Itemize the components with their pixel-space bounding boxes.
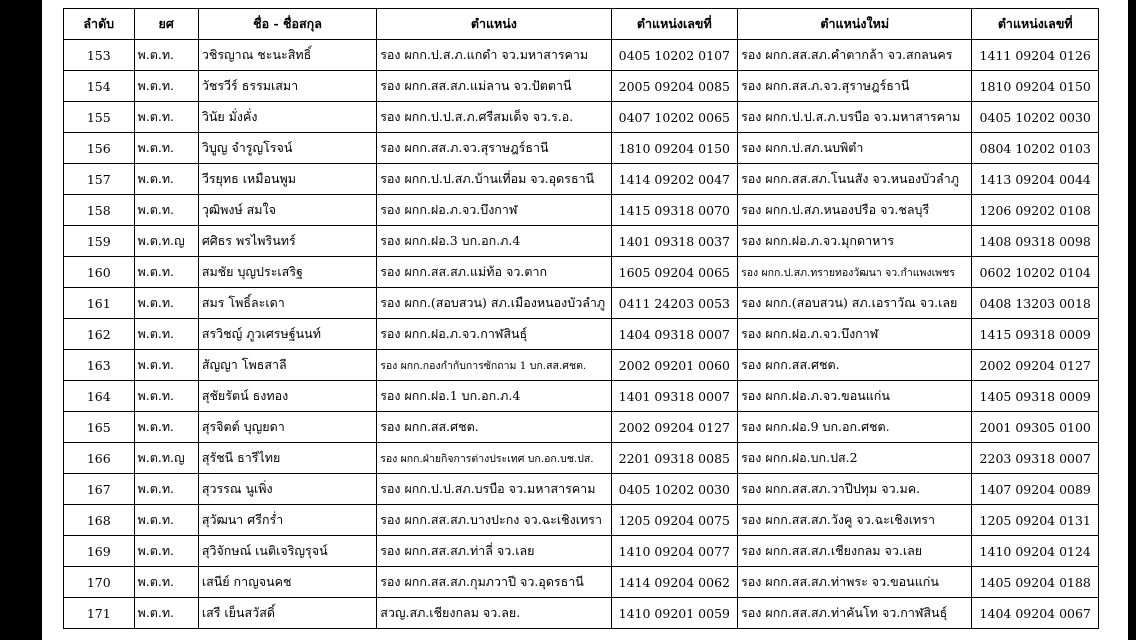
- name-cell: สมชัย บุญประเสริฐ: [198, 257, 376, 288]
- position-cell: รอง ผกก.สส.ศชต.: [377, 412, 611, 443]
- table-row: [64, 40, 1099, 71]
- name-cell: ศศิธร พรไพรินทร์: [198, 226, 376, 257]
- new-position-cell: รอง ผกก.สส.สภ.ท่าพระ จว.ขอนแก่น: [738, 567, 972, 598]
- name-cell: สุวิจักษณ์ เนติเจริญรุจน์: [198, 536, 376, 567]
- row-number: 167: [64, 474, 135, 505]
- row-number: 161: [64, 288, 135, 319]
- row-number: 157: [64, 164, 135, 195]
- row-number: 155: [64, 102, 135, 133]
- row-number: 153: [64, 40, 135, 71]
- position-cell: รอง ผกก.ฝ่ายกิจการต่างประเทศ บก.อก.บช.ปส.: [377, 443, 611, 474]
- row-number: 163: [64, 350, 135, 381]
- rank-cell: พ.ต.ท.ญ: [134, 443, 198, 474]
- name-cell: สุชัยรัตน์ ธงทอง: [198, 381, 376, 412]
- new-position-cell: รอง ผกก.ฝอ.ภ.จว.ขอนแก่น: [738, 381, 972, 412]
- table-row: [64, 288, 1099, 319]
- new-position-cell: รอง ผกก.ป.สภ.นบพิตำ: [738, 133, 972, 164]
- position-cell: รอง ผกก.ป.ส.ภ.แกดำ จว.มหาสารคาม: [377, 40, 611, 71]
- new-position-cell: รอง ผกก.สส.สภ.วังคู จว.ฉะเชิงเทรา: [738, 505, 972, 536]
- position-number-cell: 0407 10202 0065: [611, 102, 738, 133]
- position-cell: รอง ผกก.กองกำกับการซักถาม 1 บก.สส.ศชต.: [377, 350, 611, 381]
- new-position-cell: รอง ผกก.สส.สภ.ท่าคันโท จว.กาฬสินธุ์: [738, 598, 972, 629]
- table-row: [64, 474, 1099, 505]
- position-cell: รอง ผกก.สส.สภ.ท่าลี่ จว.เลย: [377, 536, 611, 567]
- position-cell: รอง ผกก.ฝอ.3 บก.อก.ภ.4: [377, 226, 611, 257]
- position-number-cell: 2005 09204 0085: [611, 71, 738, 102]
- rank-cell: พ.ต.ท.: [134, 598, 198, 629]
- name-cell: สมร โพธิ์ละเดา: [198, 288, 376, 319]
- row-number: 165: [64, 412, 135, 443]
- position-number-cell: 1205 09204 0075: [611, 505, 738, 536]
- new-position-cell: รอง ผกก.สส.สภ.คำตากล้า จว.สกลนคร: [738, 40, 972, 71]
- position-number-cell: 1415 09318 0070: [611, 195, 738, 226]
- new-position-number-cell: 2203 09318 0007: [972, 443, 1099, 474]
- row-number: 162: [64, 319, 135, 350]
- transfer-roster-table: [63, 8, 1099, 629]
- new-position-cell: รอง ผกก.ฝอ.9 บก.อก.ศชต.: [738, 412, 972, 443]
- rank-cell: พ.ต.ท.: [134, 536, 198, 567]
- new-position-number-cell: 1411 09204 0126: [972, 40, 1099, 71]
- row-number: 158: [64, 195, 135, 226]
- new-position-cell: รอง ผกก.ฝอ.ภ.จว.มุกดาหาร: [738, 226, 972, 257]
- position-number-cell: 1404 09318 0007: [611, 319, 738, 350]
- position-cell: รอง ผกก.ฝอ.1 บก.อก.ภ.4: [377, 381, 611, 412]
- position-number-cell: 1414 09202 0047: [611, 164, 738, 195]
- table-row: [64, 226, 1099, 257]
- rank-cell: พ.ต.ท.: [134, 350, 198, 381]
- name-cell: สรวิชญ์ ภูวเศรษฐ์นนท์: [198, 319, 376, 350]
- table-row: [64, 257, 1099, 288]
- name-cell: วินัย มั่งคั่ง: [198, 102, 376, 133]
- table-row: [64, 598, 1099, 629]
- new-position-number-cell: 1405 09318 0009: [972, 381, 1099, 412]
- rank-cell: พ.ต.ท.: [134, 133, 198, 164]
- row-number: 170: [64, 567, 135, 598]
- name-cell: เสรี เย็นสวัสดิ์: [198, 598, 376, 629]
- table-row: [64, 536, 1099, 567]
- row-number: 166: [64, 443, 135, 474]
- table-body: [64, 40, 1099, 629]
- new-position-cell: รอง ผกก.สส.สภ.วาปีปทุม จว.มค.: [738, 474, 972, 505]
- table-row: [64, 567, 1099, 598]
- name-cell: วชิรญาณ ชะนะสิทธิ์: [198, 40, 376, 71]
- position-number-cell: 2002 09204 0127: [611, 412, 738, 443]
- new-position-cell: รอง ผกก.สส.ศชต.: [738, 350, 972, 381]
- new-position-cell: รอง ผกก.ฝอ.บก.ปส.2: [738, 443, 972, 474]
- new-position-cell: รอง ผกก.ป.สภ.ทรายทองวัฒนา จว.กำแพงเพชร: [738, 257, 972, 288]
- new-position-cell: รอง ผกก.ป.สภ.หนองปรือ จว.ชลบุรี: [738, 195, 972, 226]
- rank-cell: พ.ต.ท.: [134, 567, 198, 598]
- rank-cell: พ.ต.ท.: [134, 195, 198, 226]
- table-row: [64, 412, 1099, 443]
- name-cell: สุวรรณ นูเพิ่ง: [198, 474, 376, 505]
- new-position-number-cell: 1404 09204 0067: [972, 598, 1099, 629]
- position-cell: รอง ผกก.สส.สภ.แม่ท้อ จว.ตาก: [377, 257, 611, 288]
- position-cell: รอง ผกก.สส.สภ.กุมภวาปี จว.อุดรธานี: [377, 567, 611, 598]
- position-number-cell: 2002 09201 0060: [611, 350, 738, 381]
- row-number: 169: [64, 536, 135, 567]
- rank-cell: พ.ต.ท.: [134, 319, 198, 350]
- position-cell: รอง ผกก.สส.สภ.บางปะกง จว.ฉะเชิงเทรา: [377, 505, 611, 536]
- position-number-cell: 1605 09204 0065: [611, 257, 738, 288]
- header-position: ตำแหน่ง: [377, 9, 611, 40]
- position-cell: รอง ผกก.ป.ป.สภ.บรบือ จว.มหาสารคาม: [377, 474, 611, 505]
- new-position-number-cell: 1413 09204 0044: [972, 164, 1099, 195]
- row-number: 168: [64, 505, 135, 536]
- table-row: [64, 319, 1099, 350]
- position-cell: รอง ผกก.ฝอ.ภ.จว.บึงกาฬ: [377, 195, 611, 226]
- new-position-cell: รอง ผกก.ป.ป.ส.ภ.บรบือ จว.มหาสารคาม: [738, 102, 972, 133]
- new-position-number-cell: 1810 09204 0150: [972, 71, 1099, 102]
- rank-cell: พ.ต.ท.: [134, 412, 198, 443]
- header-name: ชื่อ - ชื่อสกุล: [198, 9, 376, 40]
- new-position-cell: รอง ผกก.สส.ภ.จว.สุราษฎร์ธานี: [738, 71, 972, 102]
- position-cell: รอง ผกก.(สอบสวน) สภ.เมืองหนองบัวลำภู: [377, 288, 611, 319]
- rank-cell: พ.ต.ท.: [134, 71, 198, 102]
- position-number-cell: 1810 09204 0150: [611, 133, 738, 164]
- new-position-number-cell: 1410 09204 0124: [972, 536, 1099, 567]
- rank-cell: พ.ต.ท.: [134, 257, 198, 288]
- row-number: 156: [64, 133, 135, 164]
- table-row: [64, 133, 1099, 164]
- table-row: [64, 195, 1099, 226]
- new-position-number-cell: 0804 10202 0103: [972, 133, 1099, 164]
- position-number-cell: 1401 09318 0037: [611, 226, 738, 257]
- table-row: [64, 350, 1099, 381]
- name-cell: วีรยุทธ เหมือนพูม: [198, 164, 376, 195]
- document-page: [42, 0, 1128, 640]
- row-number: 159: [64, 226, 135, 257]
- position-number-cell: 0411 24203 0053: [611, 288, 738, 319]
- name-cell: วัชรวีร์ ธรรมเสมา: [198, 71, 376, 102]
- name-cell: สัญญา โพธสาลี: [198, 350, 376, 381]
- row-number: 160: [64, 257, 135, 288]
- position-number-cell: 1401 09318 0007: [611, 381, 738, 412]
- position-number-cell: 1410 09204 0077: [611, 536, 738, 567]
- new-position-number-cell: 0405 10202 0030: [972, 102, 1099, 133]
- table-row: [64, 505, 1099, 536]
- position-cell: รอง ผกก.ฝอ.ภ.จว.กาฬสินธุ์: [377, 319, 611, 350]
- new-position-cell: รอง ผกก.(สอบสวน) สภ.เอราวัณ จว.เลย: [738, 288, 972, 319]
- row-number: 154: [64, 71, 135, 102]
- rank-cell: พ.ต.ท.: [134, 288, 198, 319]
- new-position-number-cell: 1407 09204 0089: [972, 474, 1099, 505]
- rank-cell: พ.ต.ท.: [134, 164, 198, 195]
- position-number-cell: 2201 09318 0085: [611, 443, 738, 474]
- rank-cell: พ.ต.ท.: [134, 474, 198, 505]
- name-cell: สุวัฒนา ศรีกร่ำ: [198, 505, 376, 536]
- table-row: [64, 443, 1099, 474]
- row-number: 171: [64, 598, 135, 629]
- rank-cell: พ.ต.ท.ญ: [134, 226, 198, 257]
- new-position-number-cell: 2001 09305 0100: [972, 412, 1099, 443]
- name-cell: วิบูญ จำรูญโรจน์: [198, 133, 376, 164]
- row-number: 164: [64, 381, 135, 412]
- name-cell: สุรจิตต์ บุญยดา: [198, 412, 376, 443]
- new-position-cell: รอง ผกก.สส.สภ.โนนสัง จว.หนองบัวลำภู: [738, 164, 972, 195]
- new-position-cell: รอง ผกก.ฝอ.ภ.จว.บึงกาฬ: [738, 319, 972, 350]
- header-new-position-number: ตำแหน่งเลขที่: [972, 9, 1099, 40]
- header-no: ลำดับ: [64, 9, 135, 40]
- table-row: [64, 71, 1099, 102]
- rank-cell: พ.ต.ท.: [134, 40, 198, 71]
- position-cell: รอง ผกก.ป.ป.ส.ภ.ศรีสมเด็จ จว.ร.อ.: [377, 102, 611, 133]
- position-number-cell: 0405 10202 0030: [611, 474, 738, 505]
- position-cell: รอง ผกก.สส.ภ.จว.สุราษฎร์ธานี: [377, 133, 611, 164]
- new-position-number-cell: 1408 09318 0098: [972, 226, 1099, 257]
- rank-cell: พ.ต.ท.: [134, 102, 198, 133]
- table-row: [64, 164, 1099, 195]
- position-cell: รอง ผกก.ป.ป.สภ.บ้านเที่อม จว.อุดรธานี: [377, 164, 611, 195]
- header-row: [64, 9, 1099, 40]
- position-number-cell: 1414 09204 0062: [611, 567, 738, 598]
- name-cell: เสนีย์ กาญจนคช: [198, 567, 376, 598]
- position-cell: รอง ผกก.สส.สภ.แม่ลาน จว.ปัตตานี: [377, 71, 611, 102]
- new-position-number-cell: 1205 09204 0131: [972, 505, 1099, 536]
- header-rank: ยศ: [134, 9, 198, 40]
- rank-cell: พ.ต.ท.: [134, 381, 198, 412]
- new-position-number-cell: 0602 10202 0104: [972, 257, 1099, 288]
- new-position-number-cell: 2002 09204 0127: [972, 350, 1099, 381]
- rank-cell: พ.ต.ท.: [134, 505, 198, 536]
- position-cell: สวญ.สภ.เชียงกลม จว.ลย.: [377, 598, 611, 629]
- new-position-number-cell: 1206 09202 0108: [972, 195, 1099, 226]
- header-new-position: ตำแหน่งใหม่: [738, 9, 972, 40]
- name-cell: วุฒิพงษ์ สมใจ: [198, 195, 376, 226]
- new-position-cell: รอง ผกก.สส.สภ.เชียงกลม จว.เลย: [738, 536, 972, 567]
- new-position-number-cell: 0408 13203 0018: [972, 288, 1099, 319]
- new-position-number-cell: 1415 09318 0009: [972, 319, 1099, 350]
- position-number-cell: 0405 10202 0107: [611, 40, 738, 71]
- new-position-number-cell: 1405 09204 0188: [972, 567, 1099, 598]
- table-row: [64, 102, 1099, 133]
- name-cell: สุรัชนี ธารีไทย: [198, 443, 376, 474]
- header-position-number: ตำแหน่งเลขที่: [611, 9, 738, 40]
- table-row: [64, 381, 1099, 412]
- position-number-cell: 1410 09201 0059: [611, 598, 738, 629]
